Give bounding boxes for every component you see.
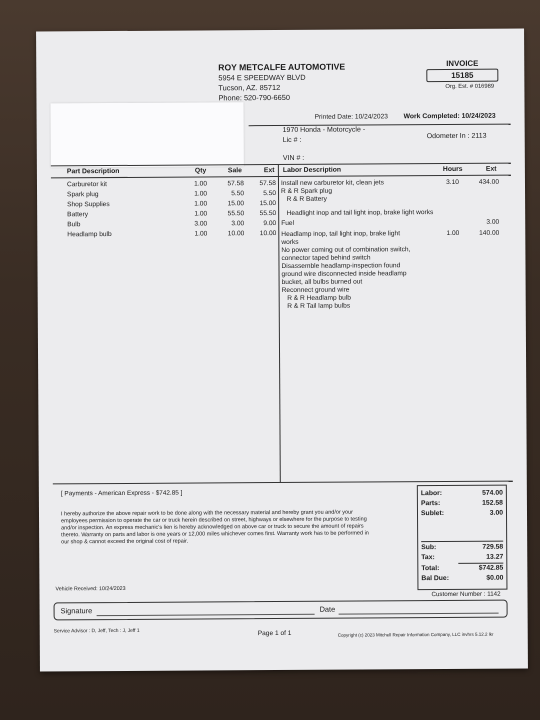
part-description: Carburetor kit: [66, 181, 107, 189]
balance-due-label: Bal Due:: [421, 574, 449, 583]
labor-ext: 3.00: [486, 218, 500, 226]
header-labor-ext: Ext: [485, 165, 497, 173]
copyright: Copyright (c) 2023 Mitchell Repair Information Company, LLC invhrs 5.12.2 lkr: [337, 631, 494, 638]
part-description: Battery: [67, 211, 89, 219]
header-qty: Qty: [194, 167, 207, 175]
part-qty: 3.00: [194, 220, 208, 228]
part-qty: 1.00: [194, 180, 208, 188]
header-ext: Ext: [263, 167, 275, 175]
labor-description: Disassemble headlamp-inspection found: [281, 262, 401, 271]
customer-number: Customer Number : 1142: [431, 590, 501, 599]
labor-description: connector taped behind switch: [281, 254, 371, 263]
part-sale: 55.50: [227, 210, 245, 218]
labor-hours: 1.00: [446, 229, 460, 237]
license-number: Lic # :: [282, 136, 302, 144]
parts-total-label: Parts:: [420, 500, 441, 508]
part-ext: 9.00: [263, 220, 277, 228]
shop-name: ROY METCALFE AUTOMOTIVE: [218, 61, 346, 73]
signature-box: [54, 600, 508, 621]
work-completed: Work Completed: 10/24/2023: [403, 112, 496, 121]
part-sale: 3.00: [231, 220, 245, 228]
vin-number: VIN # :: [282, 154, 305, 162]
labor-description: R & R Spark plug: [281, 187, 333, 196]
part-qty: 1.00: [194, 210, 208, 218]
shop-city: Tucson, AZ. 85712: [218, 83, 281, 93]
header-labor-description: Labor Description: [282, 166, 342, 174]
total: $742.85: [478, 564, 504, 572]
invoice-number-box: [426, 69, 498, 82]
authorization-line: and/or inspection. An express mechanic's lien is hereby acknowledged on above car or truck to secure the amount of repairs: [61, 523, 364, 532]
sublet-total-label: Sublet:: [420, 510, 445, 518]
part-sale: 10.00: [227, 230, 245, 238]
part-ext: 57.58: [259, 180, 277, 188]
authorization-line: our shop & cannot exceed the original cost of repair.: [61, 538, 189, 546]
labor-description: Fuel: [281, 219, 295, 228]
date-label: Date: [319, 604, 336, 614]
authorization-line: thereto. Warranty on parts and labor is one years or 12,000 miles whichever comes first. Warranty work has to be performed in: [61, 530, 369, 539]
part-ext: 10.00: [259, 230, 277, 238]
labor-description: ground wire disconnected inside headlamp: [281, 270, 407, 279]
part-sale: 15.00: [227, 200, 245, 208]
labor-total-label: Labor:: [420, 490, 443, 498]
part-description: Bulb: [67, 221, 81, 229]
part-ext: 15.00: [259, 200, 277, 208]
labor-ext: 140.00: [479, 229, 500, 237]
labor-description: Headlamp inop, tail light inop, brake light: [281, 230, 401, 239]
tax: 13.27: [486, 553, 504, 561]
header-part-description: Part Description: [66, 167, 120, 176]
vehicle-description: 1970 Honda - Motorcycle -: [282, 126, 366, 134]
invoice-title: INVOICE: [446, 58, 479, 68]
page-number: Page 1 of 1: [257, 629, 292, 638]
part-description: Spark plug: [67, 191, 99, 199]
vehicle-received: Vehicle Received: 10/24/2023: [55, 585, 126, 593]
labor-description: R & R Headlamp bulb: [281, 294, 351, 303]
totals-box: [417, 485, 508, 591]
printed-date: Printed Date: 10/24/2023: [314, 113, 388, 121]
invoice-paper: [36, 29, 528, 672]
part-sale: 5.50: [231, 190, 245, 198]
labor-description: Headlight inop and tail light inop, brake light works: [281, 209, 434, 218]
signature-label: Signature: [60, 606, 93, 616]
payments-summary: [ Payments - American Express - $742.85 ]: [60, 489, 183, 498]
signature-line: [97, 614, 315, 616]
subtotal-label: Sub:: [421, 544, 437, 552]
labor-description: No power coming out of combination switch,: [281, 246, 411, 255]
labor-description: Reconnect ground wire: [281, 286, 350, 295]
subtotal: 729.58: [482, 543, 504, 551]
labor-hours: 3.10: [446, 178, 460, 186]
labor-description: R & R Battery: [281, 195, 327, 204]
labor-ext: 434.00: [478, 178, 500, 186]
header-sale: Sale: [227, 167, 242, 175]
part-description: Shop Supplies: [67, 201, 110, 209]
labor-total: 574.00: [482, 489, 503, 497]
org-estimate: Org. Est. # 016989: [445, 83, 495, 90]
parts-total: 152.58: [482, 499, 503, 507]
sublet-total: 3.00: [489, 509, 504, 517]
authorization-line: I hereby authorize the above repair work to be done along with the necessary material and hereby grant you and/or your: [60, 509, 353, 518]
part-ext: 5.50: [263, 190, 277, 198]
invoice-number: 15185: [451, 70, 474, 80]
part-sale: 57.58: [227, 180, 245, 188]
labor-description: R & R Tail lamp bulbs: [281, 302, 351, 311]
service-advisor: Service Advisor : D, Jeff, Tech : J, Jeff 1: [53, 628, 140, 635]
part-description: Headlamp bulb: [67, 231, 112, 239]
odometer-in: Odometer In : 2113: [426, 132, 487, 141]
part-qty: 1.00: [194, 200, 208, 208]
shop-phone: Phone: 520-790-6650: [218, 92, 291, 103]
header-hours: Hours: [442, 165, 463, 174]
tax-label: Tax:: [421, 554, 435, 562]
date-line: [339, 613, 499, 615]
total-label: Total:: [421, 565, 440, 573]
redacted-customer-info: [50, 102, 243, 167]
part-qty: 1.00: [194, 190, 208, 198]
labor-description: Install new carburetor kit, clean jets: [280, 179, 384, 188]
balance-due: $0.00: [486, 574, 504, 582]
part-qty: 1.00: [194, 230, 208, 238]
authorization-line: employees permission to operate the car or truck herein described on street, highways or elsewhere for the purpose to testing: [61, 516, 367, 525]
labor-description: works: [281, 238, 299, 247]
shop-address: 5954 E SPEEDWAY BLVD: [218, 72, 306, 83]
part-ext: 55.50: [259, 210, 277, 218]
labor-description: bucket, all bulbs burned out: [281, 278, 363, 287]
